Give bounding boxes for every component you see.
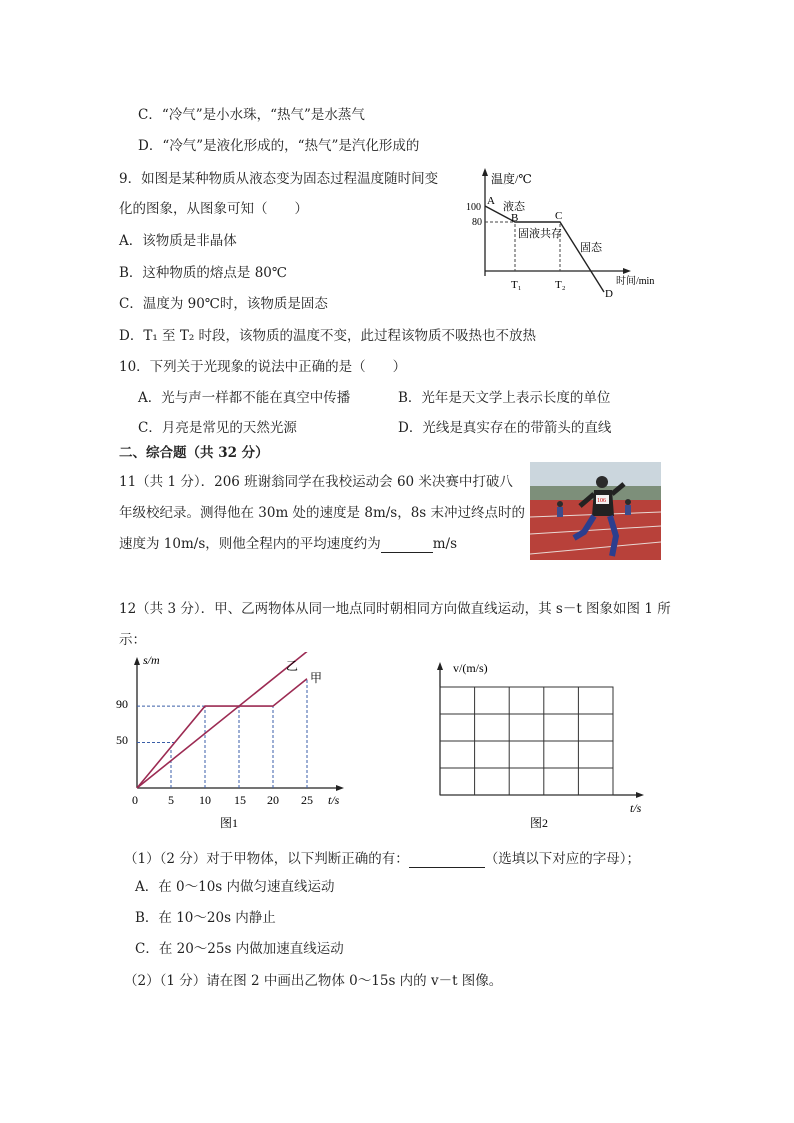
q9-option-b: B．这种物质的熔点是 80℃ [119,265,287,281]
graph-point-c: C [555,210,563,222]
graph-ylabel: 温度/℃ [491,172,532,186]
graph-xlabel: 时间/min [616,276,655,287]
fig1-caption: 图1 [220,816,239,830]
fig1-tick-x10: 10 [199,793,211,807]
fig2-xlabel: t/s [630,801,642,815]
runner-photo [530,462,661,560]
q12-option-c: C．在 20～25s 内做加速直线运动 [135,941,344,957]
fig1-st-graph [110,652,350,834]
graph-tick-t2: T₂ [555,279,566,291]
q10-option-d: D．光线是真实存在的带箭头的直线 [398,420,612,436]
q10-stem: 10．下列关于光现象的说法中正确的是（ ） [119,359,407,375]
q8-option-c: C．“冷气”是小水珠，“热气”是水蒸气 [138,107,365,123]
fig1-ylabel: s/m [143,653,160,667]
fig1-tick-x5: 5 [168,793,174,807]
runner-bib: 106 [597,498,606,504]
q9-option-a: A．该物质是非晶体 [119,233,237,249]
fig2-vt-grid [430,652,660,834]
q11-unit: m/s [432,536,458,552]
q11-line3 [119,532,457,553]
q12-option-a: A．在 0～10s 内做匀速直线运动 [135,879,335,895]
q10-option-b: B．光年是天文学上表示长度的单位 [398,390,611,406]
q11-line2: 年级校纪录。测得他在 30m 处的速度是 8m/s，8s 末冲过终点时的 [119,505,526,521]
q12-part1 [124,847,640,868]
q9-option-d: D．T₁ 至 T₂ 时段，该物质的温度不变，此过程该物质不吸热也不放热 [119,328,537,344]
graph-y100: 100 [466,202,481,213]
fig1-line-jia [137,679,307,788]
graph-tick-t1: T₁ [511,279,522,291]
fig2-caption: 图2 [530,816,549,830]
q11-line1: 11（共 1 分）．206 班谢翁同学在我校运动会 60 米决赛中打破八 [119,474,513,490]
q12-line2: 示： [119,632,146,648]
fig1-xlabel: t/s [328,793,340,807]
fig1-tick-x15: 15 [234,793,246,807]
fig1-tick-x0: 0 [132,793,138,807]
q12-part1-text: （1）（2 分）对于甲物体，以下判断正确的有： [124,851,409,867]
fig1-tick-y90: 90 [116,697,128,711]
graph-point-d: D [605,288,613,300]
fig1-tick-y50: 50 [116,733,128,747]
q9-option-c: C．温度为 90℃时，该物质是固态 [119,296,328,312]
q11-line3-text: 速度为 10m/s，则他全程内的平均速度约为 [119,536,381,552]
q9-stem-line2: 化的图象，从图象可知（ ） [119,201,308,217]
fig1-tick-x20: 20 [267,793,279,807]
q12-line1: 12（共 3 分）．甲、乙两物体从同一地点同时朝相同方向做直线运动，其 s－t 图象如图 1 所 [119,601,671,617]
q11-answer-blank[interactable] [381,536,433,553]
q12-part1-hint: （选填以下对应的字母）； [484,851,640,867]
q12-option-b: B．在 10～20s 内静止 [135,910,276,926]
q10-option-a: A．光与声一样都不能在真空中传播 [138,390,351,406]
q9-stem-line1: 9．如图是某种物质从液态变为固态过程温度随时间变 [119,171,439,187]
fig2-ylabel: v/(m/s) [453,661,488,675]
fig1-line-yi [137,652,307,788]
q10-option-c: C．月亮是常见的天然光源 [138,420,297,436]
graph-point-b: B [511,212,519,224]
fig1-series-jia: 甲 [310,671,323,685]
section-heading: 二、综合题（共 32 分） [119,445,269,461]
q12-part2: （2）（1 分）请在图 2 中画出乙物体 0～15s 内的 v－t 图像。 [124,973,503,989]
graph-y80: 80 [472,217,482,228]
fig1-tick-x25: 25 [301,793,313,807]
q12-part1-blank[interactable] [409,851,485,868]
fig1-series-yi: 乙 [286,659,299,673]
q9-temperature-graph [456,164,670,300]
q8-option-d: D．“冷气”是液化形成的，“热气”是汽化形成的 [138,138,420,154]
graph-point-a: A [487,195,495,207]
graph-label-solid: 固态 [580,242,602,254]
graph-label-mixed: 固液共存 [518,228,562,240]
graph-label-liquid: 液态 [503,201,525,213]
